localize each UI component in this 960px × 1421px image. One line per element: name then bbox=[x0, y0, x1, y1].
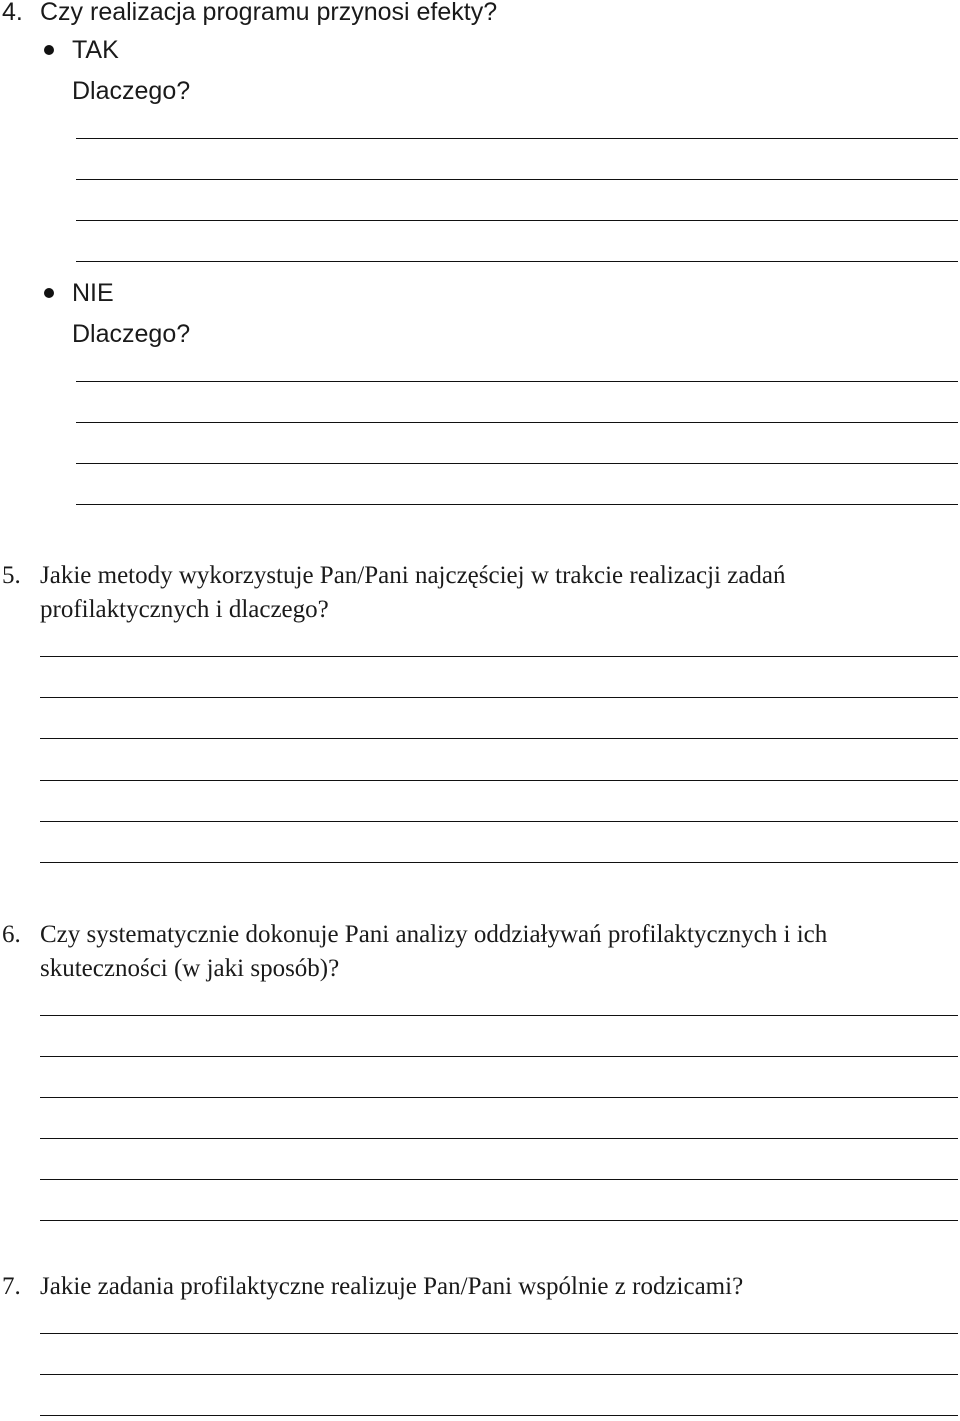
question-7-number: 7. bbox=[2, 1273, 21, 1300]
answer-line[interactable] bbox=[76, 381, 958, 382]
question-5-number: 5. bbox=[2, 562, 21, 589]
question-5-text-line1: Jakie metody wykorzystuje Pan/Pani najczęściej w trakcie realizacji zadań bbox=[40, 562, 786, 589]
option-nie-label: NIE bbox=[72, 279, 114, 307]
answer-line[interactable] bbox=[76, 179, 958, 180]
answer-line[interactable] bbox=[40, 656, 958, 657]
question-6-number: 6. bbox=[2, 921, 21, 948]
answer-line[interactable] bbox=[76, 220, 958, 221]
question-4-text: Czy realizacja programu przynosi efekty? bbox=[40, 0, 498, 26]
option-tak-followup: Dlaczego? bbox=[72, 77, 191, 105]
answer-line[interactable] bbox=[40, 738, 958, 739]
option-tak-label: TAK bbox=[72, 36, 119, 64]
answer-line[interactable] bbox=[40, 821, 958, 822]
answer-line[interactable] bbox=[40, 1415, 958, 1416]
answer-line[interactable] bbox=[40, 1097, 958, 1098]
answer-line[interactable] bbox=[40, 1015, 958, 1016]
bullet-icon bbox=[44, 45, 54, 55]
option-nie-followup: Dlaczego? bbox=[72, 320, 191, 348]
answer-line[interactable] bbox=[40, 862, 958, 863]
answer-line[interactable] bbox=[76, 422, 958, 423]
question-5-text-line2: profilaktycznych i dlaczego? bbox=[40, 596, 329, 623]
answer-line[interactable] bbox=[40, 1374, 958, 1375]
answer-line[interactable] bbox=[76, 504, 958, 505]
answer-line[interactable] bbox=[40, 780, 958, 781]
answer-line[interactable] bbox=[40, 1138, 958, 1139]
answer-line[interactable] bbox=[40, 1333, 958, 1334]
question-7-text: Jakie zadania profilaktyczne realizuje Pan/Pani wspólnie z rodzicami? bbox=[40, 1273, 744, 1300]
answer-line[interactable] bbox=[40, 697, 958, 698]
question-6-text-line2: skuteczności (w jaki sposób)? bbox=[40, 955, 340, 982]
question-4-number: 4. bbox=[2, 0, 23, 26]
answer-line[interactable] bbox=[76, 463, 958, 464]
answer-line[interactable] bbox=[76, 138, 958, 139]
answer-line[interactable] bbox=[76, 261, 958, 262]
answer-line[interactable] bbox=[40, 1220, 958, 1221]
question-6-text-line1: Czy systematycznie dokonuje Pani analizy oddziaływań profilaktycznych i ich bbox=[40, 921, 828, 948]
answer-line[interactable] bbox=[40, 1179, 958, 1180]
bullet-icon bbox=[44, 288, 54, 298]
answer-line[interactable] bbox=[40, 1056, 958, 1057]
